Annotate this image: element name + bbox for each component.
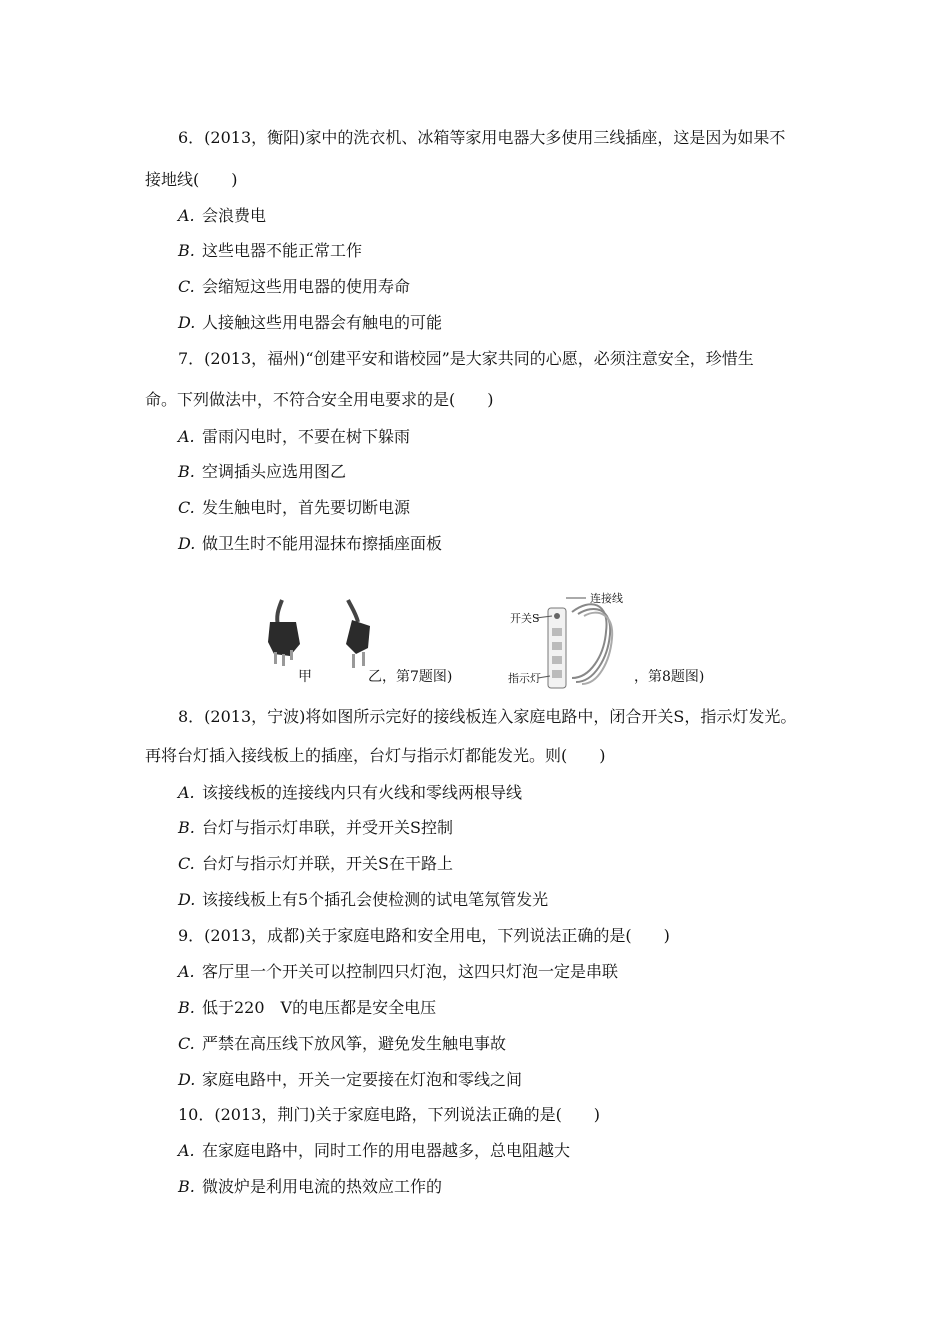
q7-option-a: A. 雷雨闪电时，不要在树下躲雨 bbox=[178, 427, 411, 446]
q7-option-b: B. 空调插头应选用图乙 bbox=[178, 462, 347, 481]
figure-8-caption: ，第8题图) bbox=[634, 669, 705, 685]
q10-option-b: B. 微波炉是利用电流的热效应工作的 bbox=[178, 1177, 443, 1196]
plug-b-label: 乙 bbox=[368, 669, 382, 685]
q8-option-a: A. 该接线板的连接线内只有火线和零线两根导线 bbox=[178, 783, 523, 802]
q8-option-b: B. 台灯与指示灯串联，并受开关S控制 bbox=[178, 818, 453, 837]
q9-option-c: C. 严禁在高压线下放风筝，避免发生触电事故 bbox=[178, 1034, 507, 1053]
switch-label: 开关S bbox=[510, 612, 540, 625]
q6-option-a: A. 会浪费电 bbox=[178, 206, 267, 225]
question-6-line2: 接地线( ) bbox=[145, 170, 238, 189]
q6-option-b: B. 这些电器不能正常工作 bbox=[178, 241, 363, 260]
question-7-line2: 命。下列做法中，不符合安全用电要求的是( ) bbox=[145, 390, 494, 409]
power-strip-icon bbox=[536, 598, 612, 688]
question-8-line1: 8．(2013，宁波)将如图所示完好的接线板连入家庭电路中，闭合开关S，指示灯发光。 bbox=[178, 707, 797, 726]
figure-7-caption: ，第7题图) bbox=[382, 669, 453, 685]
question-10-line1: 10．(2013，荆门)关于家庭电路，下列说法正确的是( ) bbox=[178, 1105, 601, 1124]
plug-a-label: 甲 bbox=[298, 669, 312, 685]
q8-option-d: D. 该接线板上有5个插孔会使检测的试电笔氖管发光 bbox=[178, 890, 549, 909]
q9-option-d: D. 家庭电路中，开关一定要接在灯泡和零线之间 bbox=[178, 1070, 523, 1089]
question-8-line2: 再将台灯插入接线板上的插座，台灯与指示灯都能发光。则( ) bbox=[145, 746, 606, 765]
q9-option-b: B. 低于220 V的电压都是安全电压 bbox=[178, 998, 437, 1017]
indicator-label: 指示灯 bbox=[508, 672, 541, 685]
q6-option-c: C. 会缩短这些用电器的使用寿命 bbox=[178, 277, 411, 296]
two-pin-plug-icon bbox=[346, 600, 370, 668]
question-7-line1: 7．(2013，福州)“创建平安和谐校园”是大家共同的心愿，必须注意安全，珍惜生 bbox=[178, 349, 754, 368]
q10-option-a: A. 在家庭电路中，同时工作的用电器越多，总电阻越大 bbox=[178, 1141, 571, 1160]
question-6-line1: 6．(2013，衡阳)家中的洗衣机、冰箱等家用电器大多使用三线插座，这是因为如果不 bbox=[178, 128, 786, 147]
q9-option-a: A. 客厅里一个开关可以控制四只灯泡，这四只灯泡一定是串联 bbox=[178, 962, 619, 981]
question-9-line1: 9．(2013，成都)关于家庭电路和安全用电，下列说法正确的是( ) bbox=[178, 926, 670, 945]
q7-option-c: C. 发生触电时，首先要切断电源 bbox=[178, 498, 411, 517]
wire-label: 连接线 bbox=[590, 592, 623, 605]
q8-option-c: C. 台灯与指示灯并联，开关S在干路上 bbox=[178, 854, 453, 873]
q7-option-d: D. 做卫生时不能用湿抹布擦插座面板 bbox=[178, 534, 443, 553]
figure-plugs-and-power-strip bbox=[260, 592, 740, 692]
q6-option-d: D. 人接触这些用电器会有触电的可能 bbox=[178, 313, 443, 332]
three-pin-plug-icon bbox=[268, 600, 300, 666]
